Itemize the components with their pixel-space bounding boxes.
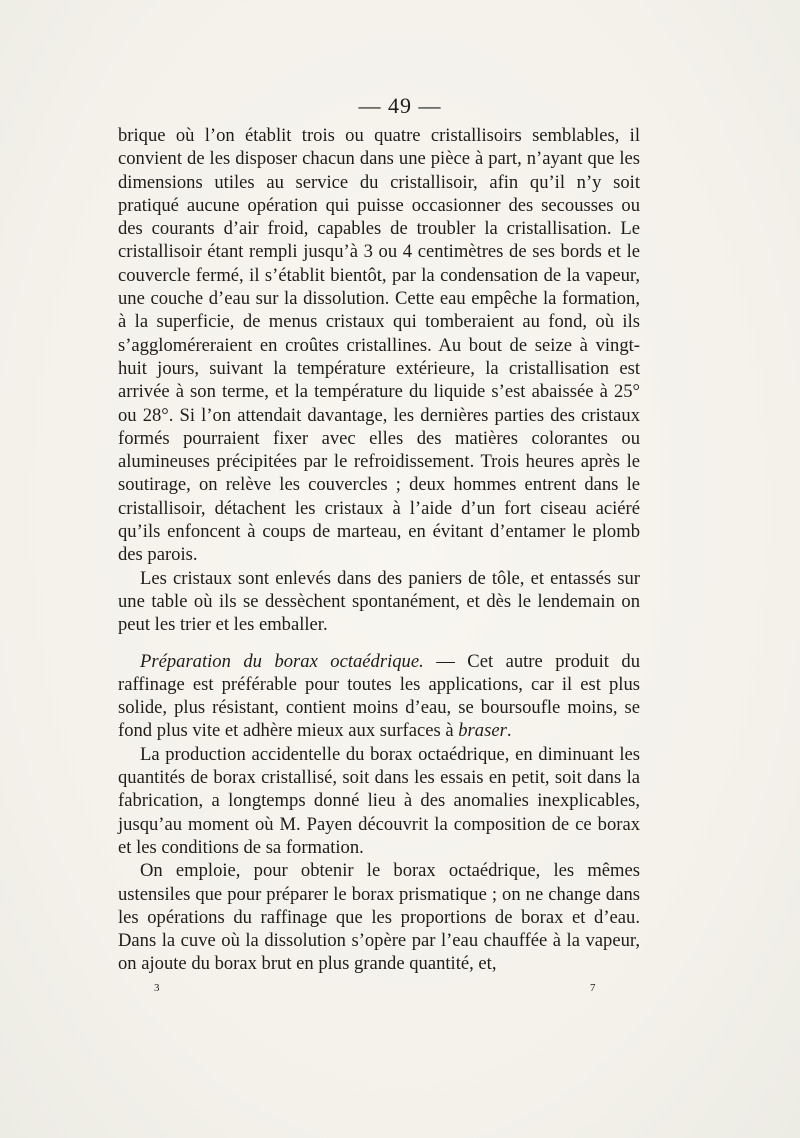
signature-mark-left: 3 [154,982,160,994]
signature-mark-right: 7 [590,982,596,994]
body-text [118,124,640,976]
section-title-octahedral-borax: Préparation du borax octaédrique. [140,650,424,672]
paragraph-octahedral-text: — Cet autre produit du raffinage est préférable pour toutes les applications, car il est plus solide, plus résistant, contient moins d’eau, se boursoufle moins, se fond plus vite et adhère mieux aux surfaces à [118,650,640,742]
paragraph-crystallization: brique où l’on établit trois ou quatre cristallisoirs semblables, il convient de les disposer chacun dans une pièce à part, n’ayant que les dimensions utiles au service du cristallisoir, afin qu’il n’y soit pratiqué aucune opération qui puisse occasionner des secousses ou des courants d’air froid, capables de troubler la cristallisation. Le cristallisoir étant rempli jusqu’à 3 ou 4 centimètres de ses bords et le couvercle fermé, il s’établit bientôt, par la condensation de la vapeur, une couche d’eau sur la dissolution. Cette eau empêche la formation, à la superficie, de menus cristaux qui tomberaient au fond, où ils s’aggloméreraient en croûtes cristallines. Au bout de seize à vingt-huit jours, suivant la température extérieure, la cristallisation est arrivée à son terme, et la température du liquide s’est abaissée à 25° ou 28°. Si l’on attendait davantage, les dernières parties des cristaux formés pourraient fixer avec elles des matières colorantes ou alumineuses précipitées par le refroidissement. Trois heures après le soutirage, on relève les couvercles ; deux hommes entrent dans le cristallisoir, détachent les cristaux à l’aide d’un fort ciseau aciéré qu’ils enfoncent à coups de marteau, en évitant d’entamer le plomb des parois. [118,125,640,566]
paragraph-crystals-removal: Les cristaux sont enlevés dans des paniers de tôle, et entassés sur une table où ils se dessèchent spontanément, et dès le lendemain on peut les trier et les emballer. [118,567,640,636]
page-number: — 49 — [358,93,442,118]
paragraph-method: On emploie, pour obtenir le borax octaédrique, les mêmes ustensiles que pour préparer le borax prismatique ; on ne change dans les opérations du raffinage que les proportions de borax et d’eau. Dans la cuve où la dissolution s’opère par l’eau chauffée à la vapeur, on ajoute du borax brut en plus grande quantité, et, [118,860,640,975]
emphasis-braser: braser [458,720,507,742]
paragraph-octahedral-borax [118,650,640,743]
paragraph-octahedral-end: . [506,720,512,742]
paragraph-accidental-production: La production accidentelle du borax octaédrique, en diminuant les quantités de borax cristallisé, soit dans les essais en petit, soit dans la fabrication, a longtemps donné lieu à des anomalies inexplicables, jusqu’au moment où M. Payen découvrit la composition de ce borax et les conditions de sa formation. [118,743,640,858]
